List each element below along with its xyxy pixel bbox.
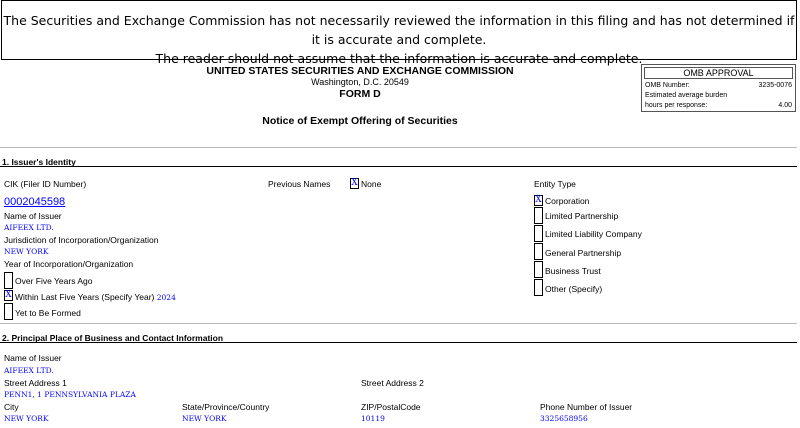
over-five-years-label: Over Five Years Ago [15, 276, 93, 286]
llc-label: Limited Liability Company [545, 229, 642, 239]
omb-burden-label-2: hours per response: [645, 102, 708, 109]
general-partnership-label: General Partnership [545, 248, 622, 258]
issuer-name-value: AIFEEX LTD. [4, 223, 54, 232]
over-five-years-checkbox[interactable] [4, 272, 13, 289]
agency-location: Washington, D.C. 20549 [311, 77, 409, 87]
omb-number-row [642, 81, 795, 91]
state-label: State/Province/Country [182, 402, 270, 412]
principal-name-label: Name of Issuer [4, 353, 62, 363]
street-1-value: PENN1, 1 PENNSYLVANIA PLAZA [4, 390, 136, 399]
jurisdiction-label: Jurisdiction of Incorporation/Organization [4, 235, 159, 245]
yet-to-be-formed-checkbox[interactable] [4, 303, 13, 320]
omb-burden-row-1 [642, 91, 795, 101]
zip-label: ZIP/PostalCode [361, 402, 421, 412]
limited-partnership-checkbox[interactable] [534, 207, 543, 224]
year-label: Year of Incorporation/Organization [4, 259, 134, 269]
form-header [0, 65, 720, 127]
corporation-label: Corporation [545, 196, 590, 206]
general-partnership-checkbox[interactable] [534, 243, 543, 260]
disclaimer-notice [1, 0, 797, 66]
section-1-title: 1. Issuer's Identity [0, 157, 797, 167]
divider [0, 323, 797, 324]
within-five-years-label [15, 292, 176, 303]
disclaimer-line-1: The Securities and Exchange Commission has not necessarily reviewed the information in this filing and has not determined if it is accurate and complete. [3, 13, 795, 47]
business-trust-checkbox[interactable] [534, 261, 543, 278]
agency-title: UNITED STATES SECURITIES AND EXCHANGE COMMISSION [206, 65, 514, 77]
business-trust-label: Business Trust [545, 266, 601, 276]
street-2-label: Street Address 2 [361, 378, 424, 388]
phone-label: Phone Number of Issuer [540, 402, 633, 412]
year-value: 2024 [156, 293, 176, 302]
jurisdiction-value: NEW YORK [4, 247, 49, 256]
section-2-title: 2. Principal Place of Business and Contact Information [0, 333, 797, 343]
omb-burden-label-1: Estimated average burden [645, 92, 728, 99]
omb-approval-box [641, 64, 796, 112]
city-label: City [4, 402, 19, 412]
omb-burden: 4.00 [778, 102, 792, 109]
principal-name-value: AIFEEX LTD. [4, 366, 54, 375]
form-subtitle: Notice of Exempt Offering of Securities [262, 115, 458, 127]
omb-number: 3235-0076 [758, 82, 792, 89]
entity-type-label: Entity Type [534, 179, 576, 189]
city-value: NEW YORK [4, 414, 49, 423]
issuer-name-label: Name of Issuer [4, 211, 62, 221]
previous-names-label: Previous Names [268, 179, 331, 189]
street-1-label: Street Address 1 [4, 378, 67, 388]
omb-burden-row-2 [642, 101, 795, 111]
form-title: FORM D [339, 88, 381, 100]
zip-value: 10119 [361, 414, 385, 423]
omb-title: OMB APPROVAL [644, 67, 793, 79]
within-five-years-text: Within Last Five Years (Specify Year) [15, 292, 155, 302]
previous-names-none-label: None [361, 179, 382, 189]
other-entity-label: Other (Specify) [545, 284, 603, 294]
yet-to-be-formed-label: Yet to Be Formed [15, 308, 81, 318]
state-value: NEW YORK [182, 414, 227, 423]
disclaimer-line-2: The reader should not assume that the information is accurate and complete. [155, 51, 643, 66]
limited-partnership-label: Limited Partnership [545, 211, 619, 221]
cik-link[interactable]: 0002045598 [4, 196, 66, 208]
corporation-checkbox[interactable]: X [535, 195, 542, 205]
within-five-years-checkbox[interactable]: X [5, 290, 12, 300]
other-entity-checkbox[interactable] [534, 279, 543, 296]
llc-checkbox[interactable] [534, 225, 543, 242]
divider [0, 147, 797, 148]
phone-value: 3325658956 [540, 414, 588, 423]
omb-number-label: OMB Number: [645, 82, 690, 89]
previous-names-none-checkbox[interactable]: X [351, 178, 358, 188]
cik-label: CIK (Filer ID Number) [4, 179, 87, 189]
